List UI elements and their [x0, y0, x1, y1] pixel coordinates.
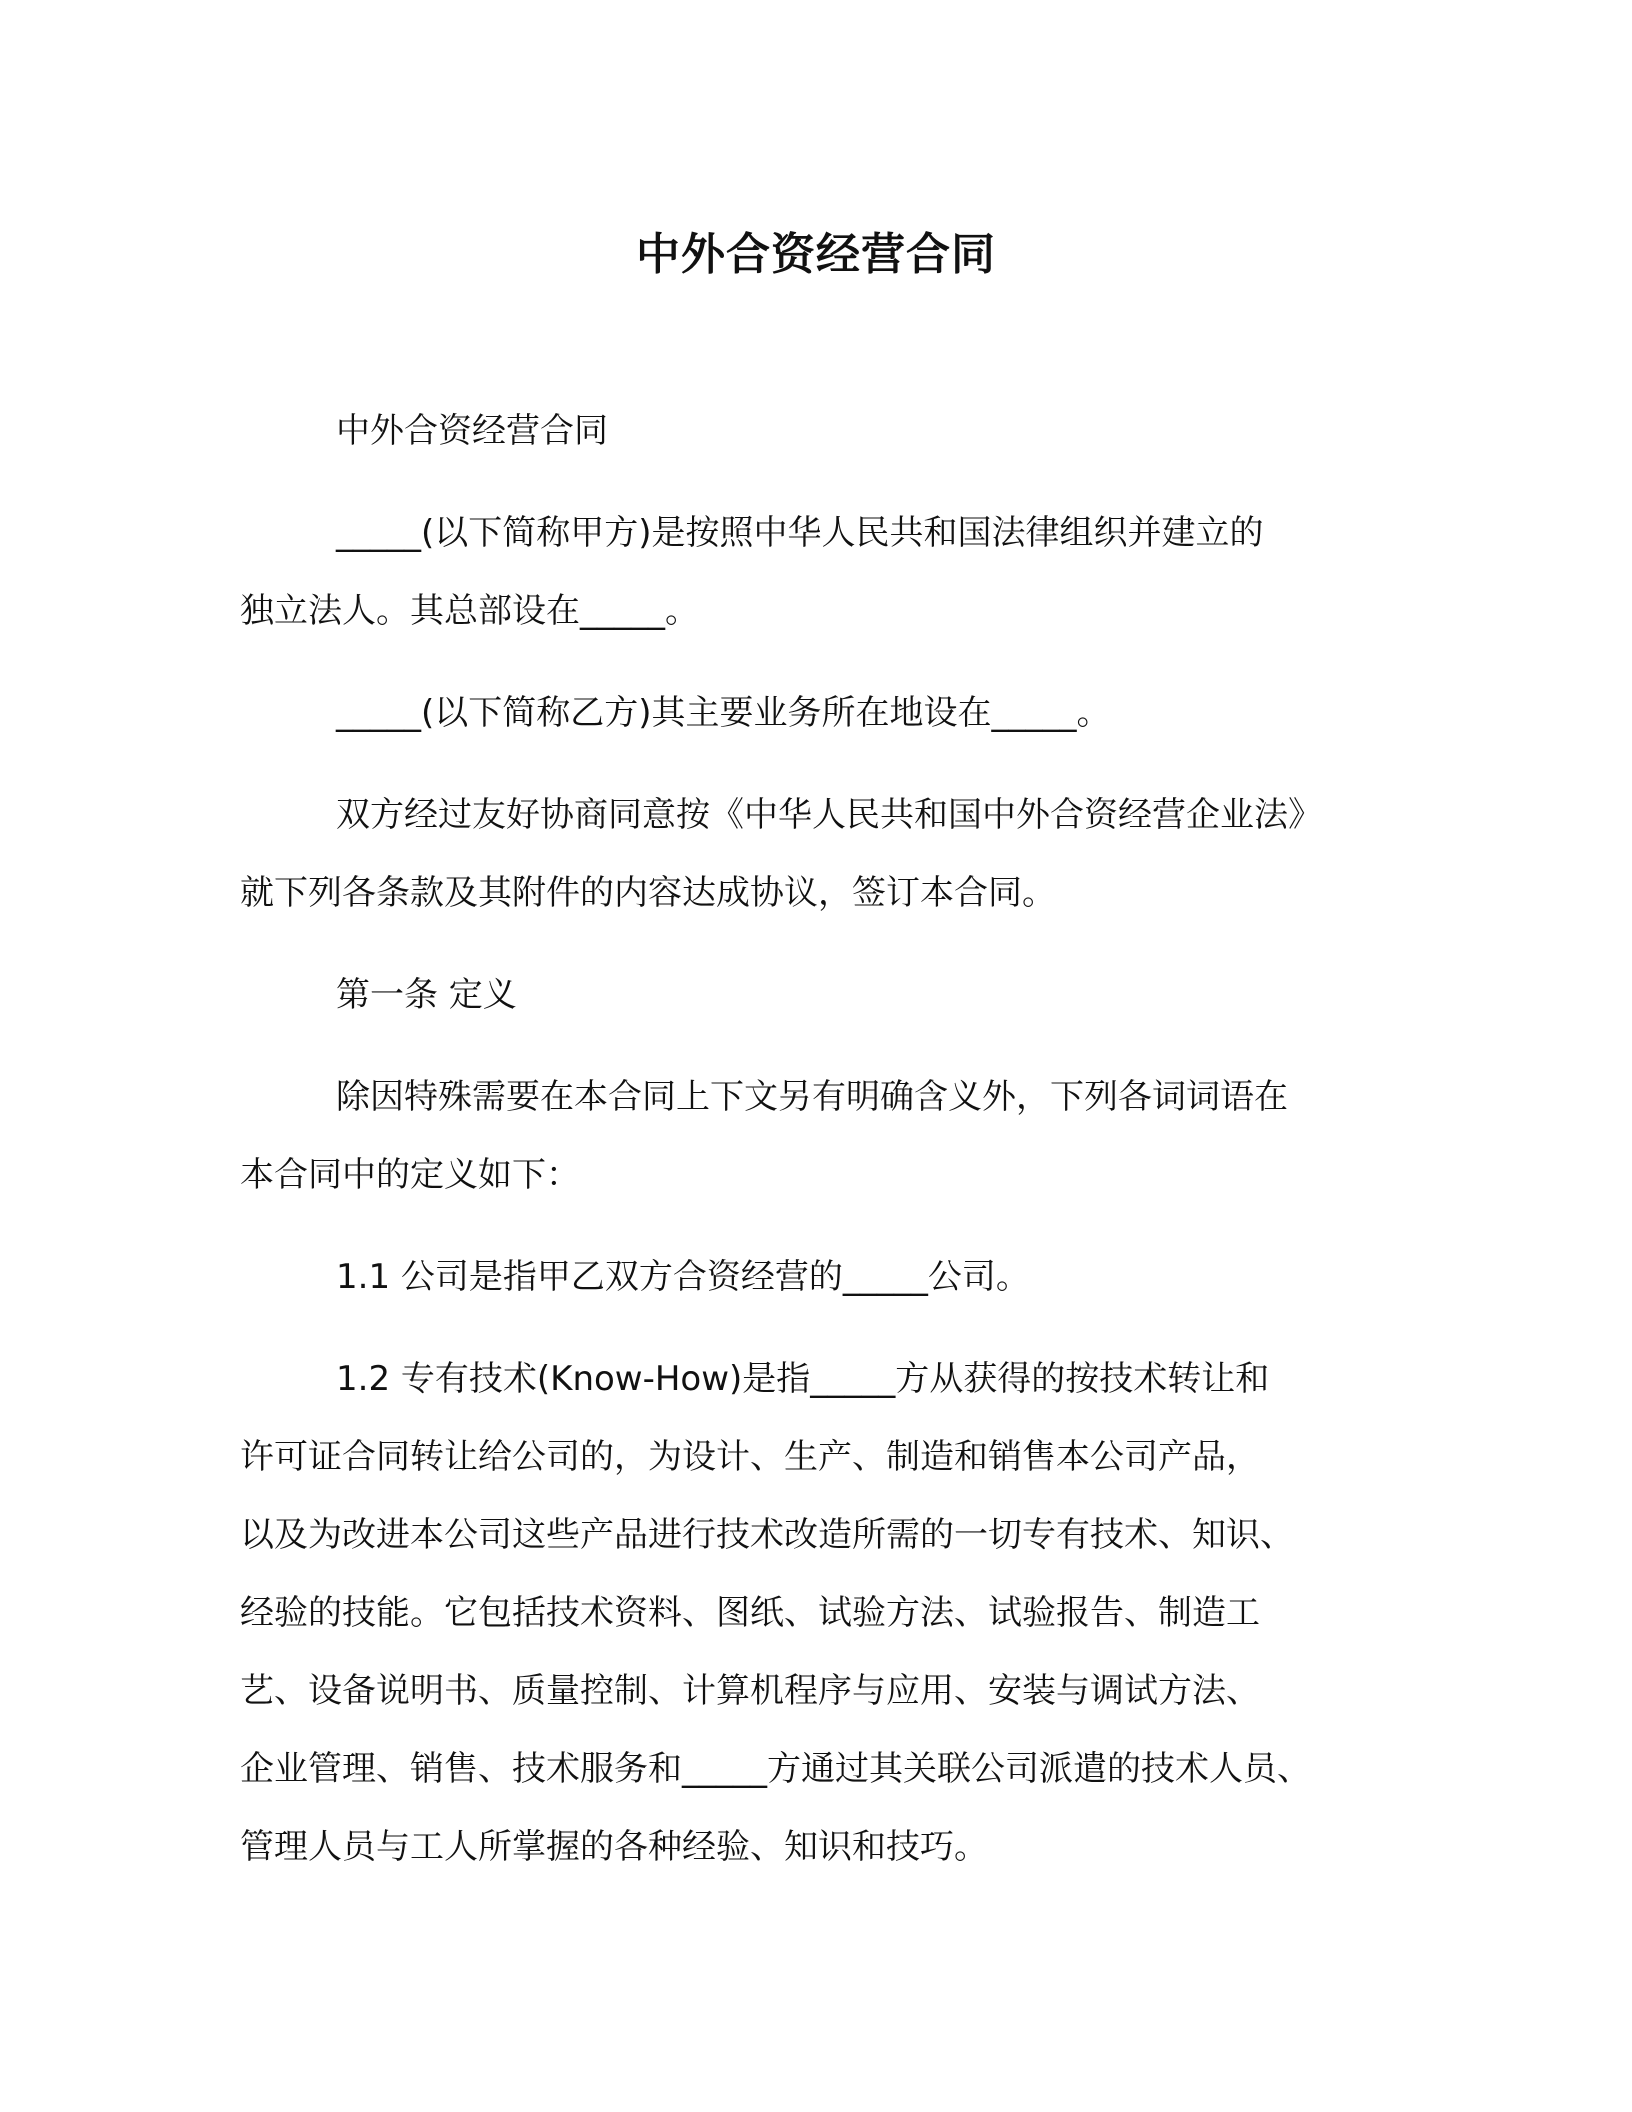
party-b-paragraph: _____(以下简称乙方)其主要业务所在地设在_____。 — [336, 693, 1111, 733]
definitions-intro-paragraph: 除因特殊需要在本合同上下文另有明确含义外，下列各词词语在 本合同中的定义如下： — [240, 1077, 1288, 1195]
definition-1-1-paragraph: 1.1 公司是指甲乙双方合资经营的_____公司。 — [336, 1257, 1030, 1297]
article-one-heading: 第一条 定义 — [336, 975, 517, 1015]
party-a-paragraph: _____(以下简称甲方)是按照中华人民共和国法律组织并建立的 独立法人。其总部设在_____。 — [240, 513, 1264, 631]
document-body — [240, 392, 1420, 1910]
agreement-paragraph: 双方经过友好协商同意按《中华人民共和国中外合资经营企业法》 就下列各条款及其附件的内容达成协议，签订本合同。 — [240, 795, 1322, 913]
document-title: 中外合资经营合同 — [636, 229, 996, 280]
subtitle-paragraph: 中外合资经营合同 — [336, 411, 608, 451]
definition-1-2-paragraph: 1.2 专有技术(Know-How)是指_____方从获得的按技术转让和 许可证合同转让给公司的，为设计、生产、制造和销售本公司产品， 以及为改进本公司这些产品进行技术改造所需的一切专有技术、知识、 经验的技能。它包括技术资料、图纸、试验方法、试验报告、制造工 艺、设备说明书、质量控制、计算机程序与应用、安装与调试方法、 企业管理、销售、技术服务和_____方通过其关联公司派遣的技术人员、 管理人员与工人所掌握的各种经验、知识和技巧。 — [240, 1359, 1311, 1867]
